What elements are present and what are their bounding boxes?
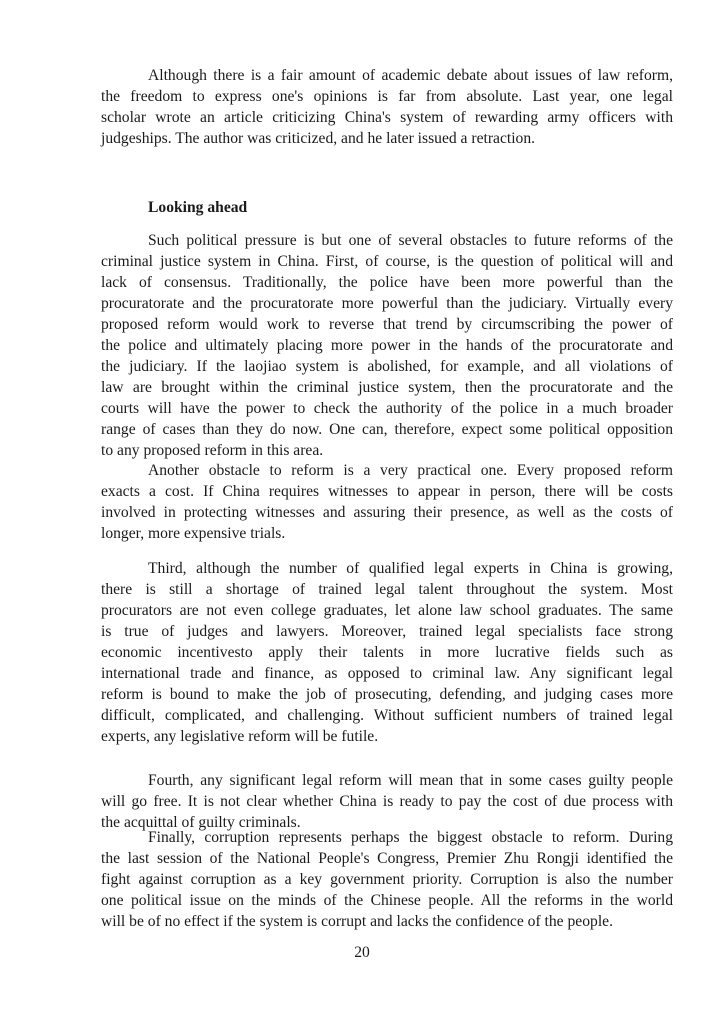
text-line: involved in protecting witnesses and assuring their presence, as well as the costs of [101, 504, 673, 521]
text-line: longer, more expensive trials. [101, 525, 286, 542]
text-line: reform is bound to make the job of prosecuting, defending, and judging cases more [101, 686, 673, 703]
text-line: is true of judges and lawyers. Moreover, trained legal specialists face strong [101, 623, 673, 640]
text-line: the acquittal of guilty criminals. [101, 814, 301, 831]
text-line: the last session of the National People's Congress, Premier Zhu Rongji identified the [101, 850, 673, 867]
text-line: difficult, complicated, and challenging. Without sufficient numbers of trained legal [101, 707, 673, 724]
paragraph-practical-obstacle [101, 460, 673, 544]
page-number: 20 [354, 944, 370, 961]
text-line: exacts a cost. If China requires witnesses to appear in person, there will be costs [101, 483, 673, 500]
text-line: criminal justice system in China. First, of course, is the question of political will and [101, 253, 673, 270]
text-line: Such political pressure is but one of several obstacles to future reforms of the [148, 232, 673, 249]
text-line: range of cases than they do now. One can, therefore, expect some political opposition [101, 421, 673, 438]
text-line: experts, any legislative reform will be futile. [101, 728, 379, 745]
text-line: Another obstacle to reform is a very practical one. Every proposed reform [148, 462, 673, 479]
paragraph-political-pressure [101, 230, 673, 461]
text-line: one political issue on the minds of the Chinese people. All the reforms in the world [101, 892, 673, 909]
text-line: courts will have the power to check the authority of the police in a much broader [101, 400, 673, 417]
text-line: the police and ultimately placing more power in the hands of the procuratorate and [101, 337, 673, 354]
text-line: international trade and finance, as opposed to criminal law. Any significant legal [101, 665, 673, 682]
text-line: economic incentivesto apply their talents in more lucrative fields such as [101, 644, 673, 661]
paragraph-corruption [101, 827, 673, 932]
text-line: the judiciary. If the laojiao system is abolished, for example, and all violations of [101, 358, 673, 375]
text-line: scholar wrote an article criticizing China's system of rewarding army officers with [101, 109, 673, 126]
paragraph-academic-debate [101, 65, 673, 149]
section-heading: Looking ahead [148, 199, 248, 216]
text-line: proposed reform would work to reverse that trend by circumscribing the power of [101, 316, 673, 333]
text-line: Fourth, any significant legal reform will mean that in some cases guilty people [148, 772, 673, 789]
text-line: procurators are not even college graduates, let alone law school graduates. The same [101, 602, 673, 619]
text-line: will go free. It is not clear whether China is ready to pay the cost of due process with [101, 793, 673, 810]
text-line: Although there is a fair amount of academic debate about issues of law reform, [148, 67, 673, 84]
text-line: procuratorate and the procuratorate more powerful than the judiciary. Virtually every [101, 295, 673, 312]
text-line: to any proposed reform in this area. [101, 442, 324, 459]
text-line: fight against corruption as a key government priority. Corruption is also the number [101, 871, 673, 888]
text-line: Finally, corruption represents perhaps the biggest obstacle to reform. During [148, 829, 673, 846]
paragraph-legal-talent [101, 558, 673, 747]
text-line: will be of no effect if the system is corrupt and lacks the confidence of the people. [101, 913, 613, 930]
text-line: judgeships. The author was criticized, and he later issued a retraction. [101, 130, 536, 147]
text-line: Third, although the number of qualified legal experts in China is growing, [148, 560, 673, 577]
text-line: law are brought within the criminal justice system, then the procuratorate and the [101, 379, 673, 396]
text-line: lack of consensus. Traditionally, the police have been more powerful than the [101, 274, 673, 291]
paragraph-guilty-go-free [101, 770, 673, 833]
text-line: the freedom to express one's opinions is far from absolute. Last year, one legal [101, 88, 673, 105]
text-line: there is still a shortage of trained legal talent throughout the system. Most [101, 581, 673, 598]
